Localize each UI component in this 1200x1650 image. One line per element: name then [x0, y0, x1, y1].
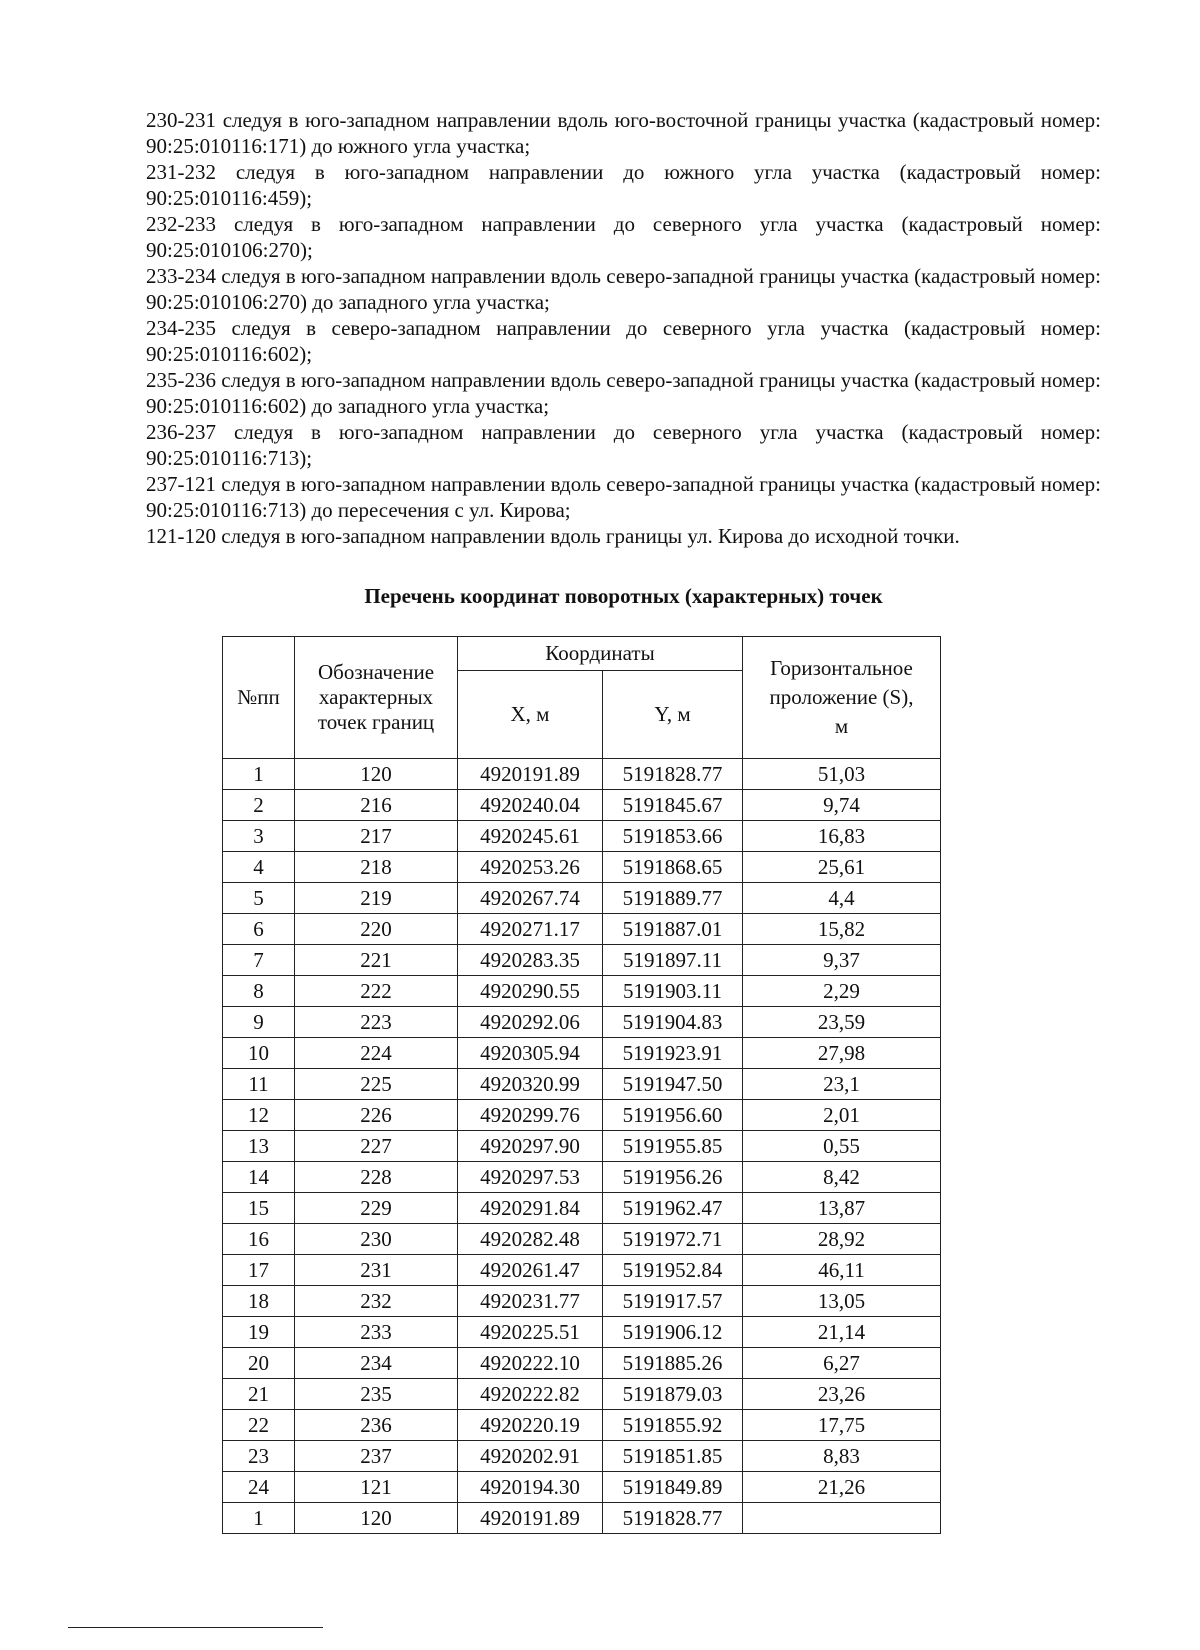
cell-distance: 2,29 — [743, 976, 941, 1007]
cell-x: 4920194.30 — [458, 1472, 603, 1503]
cell-point: 219 — [295, 883, 458, 914]
table-title: Перечень координат поворотных (характерных) точек — [364, 584, 883, 608]
cell-x: 4920320.99 — [458, 1069, 603, 1100]
table-row — [223, 976, 941, 1007]
cell-point: 220 — [295, 914, 458, 945]
cell-y: 5191853.66 — [603, 821, 743, 852]
cell-x: 4920297.53 — [458, 1162, 603, 1193]
cell-point: 232 — [295, 1286, 458, 1317]
cell-y: 5191906.12 — [603, 1317, 743, 1348]
cell-distance: 23,26 — [743, 1379, 941, 1410]
cell-x: 4920291.84 — [458, 1193, 603, 1224]
cell-x: 4920240.04 — [458, 790, 603, 821]
header-point-designation: Обозначение характерных точек границ — [295, 637, 458, 759]
cell-x: 4920225.51 — [458, 1317, 603, 1348]
cell-x: 4920297.90 — [458, 1131, 603, 1162]
cell-distance: 21,26 — [743, 1472, 941, 1503]
cell-x: 4920290.55 — [458, 976, 603, 1007]
cell-distance: 28,92 — [743, 1224, 941, 1255]
cell-distance: 25,61 — [743, 852, 941, 883]
cell-distance: 23,59 — [743, 1007, 941, 1038]
cell-distance: 13,05 — [743, 1286, 941, 1317]
table-row — [223, 1472, 941, 1503]
cell-distance: 27,98 — [743, 1038, 941, 1069]
header-x: X, м — [458, 671, 603, 759]
cell-y: 5191889.77 — [603, 883, 743, 914]
table-row — [223, 1007, 941, 1038]
cell-distance: 21,14 — [743, 1317, 941, 1348]
cell-x: 4920220.19 — [458, 1410, 603, 1441]
cell-x: 4920305.94 — [458, 1038, 603, 1069]
cell-y: 5191972.71 — [603, 1224, 743, 1255]
cell-y: 5191956.26 — [603, 1162, 743, 1193]
cell-distance: 17,75 — [743, 1410, 941, 1441]
cell-x: 4920261.47 — [458, 1255, 603, 1286]
cell-y: 5191962.47 — [603, 1193, 743, 1224]
cell-distance: 13,87 — [743, 1193, 941, 1224]
cell-point: 120 — [295, 759, 458, 790]
cell-number: 7 — [223, 945, 295, 976]
cell-number: 21 — [223, 1379, 295, 1410]
table-row — [223, 790, 941, 821]
cell-number: 22 — [223, 1410, 295, 1441]
cell-distance: 0,55 — [743, 1131, 941, 1162]
table-row — [223, 1193, 941, 1224]
cell-y: 5191851.85 — [603, 1441, 743, 1472]
boundary-segment-paragraph: 234-235 следуя в северо-западном направлении до северного угла участка (кадастровый номер: 90:25:010116:602); — [146, 316, 1101, 366]
table-row — [223, 945, 941, 976]
boundary-segment-paragraph: 233-234 следуя в юго-западном направлении вдоль северо-западной границы участка (кадастровый номер: 90:25:010106:270) до западного угла участка; — [146, 264, 1101, 314]
table-row — [223, 1441, 941, 1472]
cell-x: 4920267.74 — [458, 883, 603, 914]
table-row — [223, 1100, 941, 1131]
cell-point: 221 — [295, 945, 458, 976]
boundary-segment-paragraph: 121-120 следуя в юго-западном направлении вдоль границы ул. Кирова до исходной точки. — [146, 524, 960, 548]
cell-y: 5191845.67 — [603, 790, 743, 821]
cell-number: 23 — [223, 1441, 295, 1472]
cell-distance: 15,82 — [743, 914, 941, 945]
table-row — [223, 1162, 941, 1193]
cell-y: 5191887.01 — [603, 914, 743, 945]
cell-point: 231 — [295, 1255, 458, 1286]
table-row — [223, 1131, 941, 1162]
cell-y: 5191879.03 — [603, 1379, 743, 1410]
cell-number: 1 — [223, 1503, 295, 1534]
cell-number: 2 — [223, 790, 295, 821]
table-row — [223, 1348, 941, 1379]
cell-y: 5191956.60 — [603, 1100, 743, 1131]
cell-number: 6 — [223, 914, 295, 945]
cell-y: 5191828.77 — [603, 1503, 743, 1534]
cell-number: 16 — [223, 1224, 295, 1255]
table-row — [223, 759, 941, 790]
cell-x: 4920299.76 — [458, 1100, 603, 1131]
cell-distance: 51,03 — [743, 759, 941, 790]
cell-number: 9 — [223, 1007, 295, 1038]
cell-x: 4920231.77 — [458, 1286, 603, 1317]
cell-distance: 4,4 — [743, 883, 941, 914]
cell-x: 4920283.35 — [458, 945, 603, 976]
cell-point: 225 — [295, 1069, 458, 1100]
cell-y: 5191955.85 — [603, 1131, 743, 1162]
boundary-segment-paragraph: 236-237 следуя в юго-западном направлении до северного угла участка (кадастровый номер: 90:25:010116:713); — [146, 420, 1101, 470]
header-number: №пп — [223, 637, 295, 759]
cell-distance: 9,74 — [743, 790, 941, 821]
cell-number: 5 — [223, 883, 295, 914]
table-row — [223, 1224, 941, 1255]
cell-y: 5191885.26 — [603, 1348, 743, 1379]
cell-point: 236 — [295, 1410, 458, 1441]
table-row — [223, 1317, 941, 1348]
cell-point: 226 — [295, 1100, 458, 1131]
cell-point: 233 — [295, 1317, 458, 1348]
header-horizontal-distance: Горизонтальное проложение (S), м — [743, 637, 941, 759]
cell-point: 223 — [295, 1007, 458, 1038]
cell-y: 5191855.92 — [603, 1410, 743, 1441]
table-row — [223, 1038, 941, 1069]
cell-point: 222 — [295, 976, 458, 1007]
cell-y: 5191923.91 — [603, 1038, 743, 1069]
cell-x: 4920222.82 — [458, 1379, 603, 1410]
cell-distance: 6,27 — [743, 1348, 941, 1379]
cell-point: 120 — [295, 1503, 458, 1534]
table-row — [223, 1255, 941, 1286]
table-row — [223, 852, 941, 883]
cell-number: 14 — [223, 1162, 295, 1193]
table-row — [223, 1410, 941, 1441]
table-row — [223, 821, 941, 852]
cell-number: 18 — [223, 1286, 295, 1317]
cell-number: 8 — [223, 976, 295, 1007]
cell-number: 11 — [223, 1069, 295, 1100]
cell-number: 13 — [223, 1131, 295, 1162]
header-y: Y, м — [603, 671, 743, 759]
cell-y: 5191952.84 — [603, 1255, 743, 1286]
cell-x: 4920253.26 — [458, 852, 603, 883]
table-row — [223, 1379, 941, 1410]
cell-y: 5191868.65 — [603, 852, 743, 883]
table-row — [223, 914, 941, 945]
cell-point: 228 — [295, 1162, 458, 1193]
cell-point: 121 — [295, 1472, 458, 1503]
cell-point: 237 — [295, 1441, 458, 1472]
cell-point: 224 — [295, 1038, 458, 1069]
cell-x: 4920292.06 — [458, 1007, 603, 1038]
table-body — [223, 759, 941, 1534]
cell-point: 235 — [295, 1379, 458, 1410]
header-coordinates: Координаты — [458, 637, 743, 671]
cell-x: 4920282.48 — [458, 1224, 603, 1255]
cell-x: 4920271.17 — [458, 914, 603, 945]
cell-point: 227 — [295, 1131, 458, 1162]
cell-x: 4920202.91 — [458, 1441, 603, 1472]
cell-point: 229 — [295, 1193, 458, 1224]
footnote-separator — [68, 1627, 323, 1628]
cell-point: 217 — [295, 821, 458, 852]
cell-y: 5191917.57 — [603, 1286, 743, 1317]
cell-y: 5191904.83 — [603, 1007, 743, 1038]
boundary-description — [146, 107, 1101, 549]
cell-distance: 9,37 — [743, 945, 941, 976]
cell-number: 24 — [223, 1472, 295, 1503]
cell-number: 1 — [223, 759, 295, 790]
cell-x: 4920191.89 — [458, 759, 603, 790]
boundary-segment-paragraph: 235-236 следуя в юго-западном направлении вдоль северо-западной границы участка (кадастровый номер: 90:25:010116:602) до западного угла участка; — [146, 368, 1101, 418]
cell-number: 10 — [223, 1038, 295, 1069]
cell-point: 218 — [295, 852, 458, 883]
table-row — [223, 1069, 941, 1100]
cell-y: 5191947.50 — [603, 1069, 743, 1100]
cell-distance: 8,83 — [743, 1441, 941, 1472]
boundary-segment-paragraph: 237-121 следуя в юго-западном направлении вдоль северо-западной границы участка (кадастровый номер: 90:25:010116:713) до пересечения с ул. Кирова; — [146, 472, 1101, 522]
cell-distance: 8,42 — [743, 1162, 941, 1193]
cell-point: 216 — [295, 790, 458, 821]
table-row — [223, 883, 941, 914]
cell-x: 4920191.89 — [458, 1503, 603, 1534]
cell-distance: 2,01 — [743, 1100, 941, 1131]
cell-distance: 16,83 — [743, 821, 941, 852]
cell-y: 5191903.11 — [603, 976, 743, 1007]
boundary-segment-paragraph: 232-233 следуя в юго-западном направлении до северного угла участка (кадастровый номер: 90:25:010106:270); — [146, 212, 1101, 262]
table-row — [223, 1503, 941, 1534]
cell-distance: 23,1 — [743, 1069, 941, 1100]
cell-y: 5191828.77 — [603, 759, 743, 790]
cell-distance — [743, 1503, 941, 1534]
table-row — [223, 1286, 941, 1317]
cell-number: 4 — [223, 852, 295, 883]
cell-y: 5191849.89 — [603, 1472, 743, 1503]
table-header — [223, 637, 941, 759]
cell-number: 12 — [223, 1100, 295, 1131]
cell-point: 230 — [295, 1224, 458, 1255]
cell-y: 5191897.11 — [603, 945, 743, 976]
cell-x: 4920222.10 — [458, 1348, 603, 1379]
boundary-segment-paragraph: 231-232 следуя в юго-западном направлении до южного угла участка (кадастровый номер: 90:25:010116:459); — [146, 160, 1101, 210]
cell-point: 234 — [295, 1348, 458, 1379]
cell-number: 15 — [223, 1193, 295, 1224]
cell-number: 3 — [223, 821, 295, 852]
boundary-segment-paragraph: 230-231 следуя в юго-западном направлении вдоль юго-восточной границы участка (кадастровый номер: 90:25:010116:171) до южного угла участка; — [146, 108, 1101, 158]
cell-number: 19 — [223, 1317, 295, 1348]
cell-x: 4920245.61 — [458, 821, 603, 852]
cell-number: 17 — [223, 1255, 295, 1286]
cell-distance: 46,11 — [743, 1255, 941, 1286]
coordinates-table — [222, 636, 941, 1534]
cell-number: 20 — [223, 1348, 295, 1379]
